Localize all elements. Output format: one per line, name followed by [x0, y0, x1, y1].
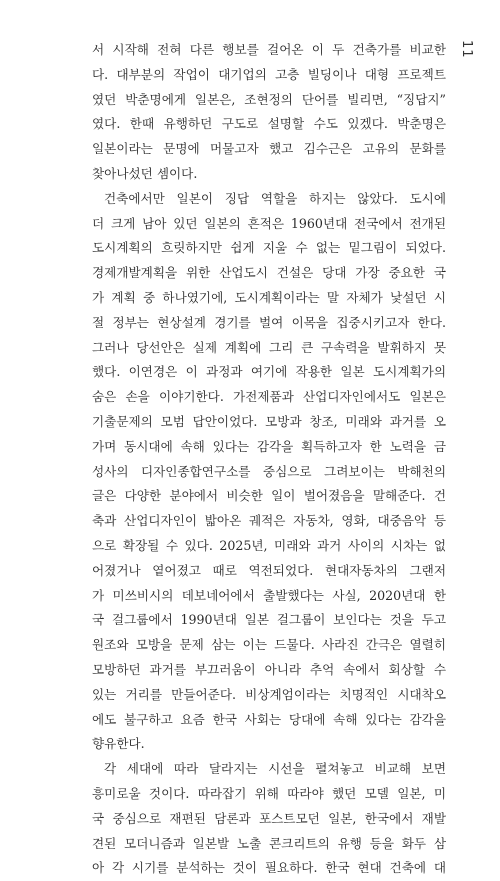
- text-line: 아 각 시기를 분석하는 것이 필요하다. 한국 현대 건축에 대: [92, 860, 446, 876]
- text-line: 일본이라는 문명에 머물고자 했고 김수근은 고유의 문화를: [92, 141, 446, 157]
- text-line: 경제개발계획을 위한 산업도시 건설은 당대 가장 중요한 국: [92, 265, 446, 281]
- text-line: 흥미로울 것이다. 따라잡기 위해 따라야 했던 모델 일본, 미: [92, 785, 446, 801]
- text-line: 절 정부는 현상설계 경기를 벌여 이목을 집중시키고자 한다.: [92, 314, 446, 330]
- text-line: 서 시작해 전혀 다른 행보를 걸어온 이 두 건축가를 비교한: [92, 42, 446, 57]
- paragraph-2: [92, 187, 446, 757]
- text-line: 축과 산업디자인이 밟아온 궤적은 자동차, 영화, 대중음악 등: [92, 513, 446, 529]
- text-line: 가며 동시대에 속해 있다는 감각을 획득하고자 한 노력을 금: [92, 438, 446, 454]
- text-line: 였다. 한때 유행하던 구도로 설명할 수도 있겠다. 박춘명은: [92, 116, 446, 132]
- text-line: 성사의 디자인종합연구소를 중심으로 그려보이는 박해천의: [92, 463, 446, 479]
- text-line: 도시계획의 흐릿하지만 쉽게 지울 수 없는 밑그림이 되었다.: [92, 240, 446, 256]
- text-line: 원조와 모방을 문제 삼는 이는 드물다. 사라진 간극은 열렬히: [92, 637, 446, 653]
- text-line: 그러나 당선안은 실제 계획에 그리 큰 구속력을 발휘하지 못: [92, 339, 446, 355]
- text-line: 향유한다.: [92, 736, 145, 752]
- text-line: 모방하던 과거를 부끄러움이 아니라 추억 속에서 회상할 수: [92, 661, 446, 677]
- text-line: 더 크게 남아 있던 일본의 흔적은 1960년대 전국에서 전개된: [92, 215, 446, 231]
- text-line: 가 미쓰비시의 데보네어에서 출발했다는 사실, 2020년대 한: [92, 587, 446, 603]
- text-line: 건축에서만 일본이 징답 역할을 하지는 않았다. 도시에: [104, 190, 446, 206]
- text-line: 했다. 이연경은 이 과정과 여기에 작용한 일본 도시계획가의: [92, 364, 446, 380]
- text-line: 기출문제의 모범 답안이었다. 모방과 창조, 미래와 과거를 오: [92, 413, 446, 429]
- text-line: 였던 박춘명에게 일본은, 조현정의 단어를 빌리면, “징답지”: [92, 91, 446, 107]
- text-line: 있는 거리를 만들어준다. 비상계엄이라는 치명적인 시대착오: [92, 686, 446, 702]
- text-line: 가 계획 중 하나였기에, 도시계획이라는 말 자체가 낯설던 시: [92, 289, 446, 305]
- page-number: 11: [459, 40, 474, 59]
- text-line: 어졌거나 옅어졌고 때로 역전되었다. 현대자동차의 그랜저: [92, 562, 446, 578]
- text-line: 글은 다양한 분야에서 비슷한 일이 벌어졌음을 말해준다. 건: [92, 488, 446, 504]
- body-text: [92, 38, 446, 881]
- paragraph-1: [92, 38, 446, 187]
- text-line: 견된 모더니즘과 일본발 노출 콘크리트의 유행 등을 화두 삼: [92, 835, 446, 851]
- text-line: 숨은 손을 이야기한다. 가전제품과 산업디자인에서도 일본은: [92, 389, 446, 405]
- text-line: 다. 대부분의 작업이 대기업의 고층 빌딩이나 대형 프로젝트: [92, 66, 446, 82]
- text-line: 에도 불구하고 요즘 한국 사회는 당대에 속해 있다는 감각을: [92, 711, 446, 727]
- text-line: 국 걸그룹에서 1990년대 일본 걸그룹이 보인다는 것을 두고: [92, 612, 446, 628]
- text-line: 국 중심으로 재편된 담론과 포스트모던 일본, 한국에서 재발: [92, 810, 446, 826]
- text-line: 으로 확장될 수 있다. 2025년, 미래와 과거 사이의 시차는 없: [92, 537, 446, 553]
- text-line: 찾아나섰던 셈이다.: [92, 165, 198, 181]
- text-line: 각 세대에 따라 달라지는 시선을 펼쳐놓고 비교해 보면: [104, 761, 446, 777]
